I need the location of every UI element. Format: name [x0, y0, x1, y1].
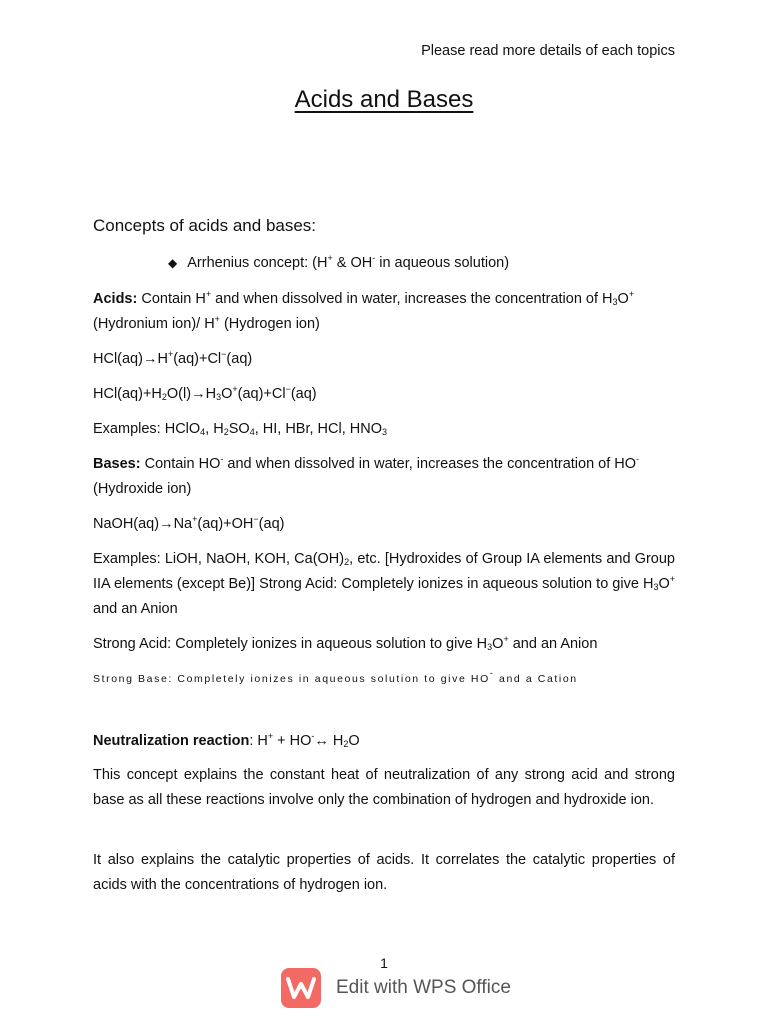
strong-base-definition: Strong Base: Completely ionizes in aqueous solution to give HO- and a Cation [93, 668, 578, 685]
wps-edit-banner[interactable] [281, 968, 511, 1008]
section-heading: Concepts of acids and bases: [93, 216, 317, 235]
arrhenius-bullet [168, 255, 509, 271]
wps-logo-icon [281, 968, 321, 1008]
double-arrow-icon: ↔ [314, 733, 329, 749]
diamond-bullet-icon: ◆ [168, 256, 178, 270]
paragraph-catalytic-properties: It also explains the catalytic properties of acids. It correlates the catalytic properties of acids with the concentrations of hydrogen ion. [93, 852, 675, 893]
page-number: 1 [380, 955, 388, 971]
wps-edit-label[interactable]: Edit with WPS Office [336, 977, 511, 998]
arrow-icon: → [142, 351, 158, 367]
neutralization-reaction: Neutralization reaction: H+ + HO-↔ $H_2O$ [93, 731, 360, 749]
acid-examples: Examples: HClO$_4$, $H_2SO_4$, HI, HBr, HCl, $HNO_3$ [93, 421, 388, 437]
equation-hcl-dissociation: HCl(aq)→H+(aq)+Cl−(aq) [93, 349, 253, 367]
bullet-text: Arrhenius concept: (H+ & OH- in aqueous solution) [187, 253, 510, 271]
equation-hcl-water: $HCl(aq)+H_2O(l)\to H_3O^+(aq)+Cl^-(aq)$ [93, 384, 317, 402]
page-title: Acids and Bases [294, 86, 474, 113]
paragraph-heat-of-neutralization: This concept explains the constant heat of neutralization of any strong acid and strong base as all these reactions involve only the combination of hydrogen and hydroxide ion. [93, 767, 675, 808]
acids-definition: Acids: Contain H+ and when dissolved in water, increases the concentration of $H_3O^+$ (Hydronium ion)/ H+ (Hydrogen ion) [93, 289, 635, 332]
base-examples: Examples: LiOH, NaOH, KOH, $Ca(OH)_2$, etc. [Hydroxides of Group IA elements and Group IIA elements (except Be)] Strong Acid: Completely ionizes in aqueous solution to give $H_3O^+$ and an Anion [93, 551, 675, 617]
arrow-icon: → [159, 516, 174, 532]
equation-naoh: NaOH(aq)→Na+(aq)+OH−(aq) [93, 514, 285, 532]
strong-acid-definition: Strong Acid: Completely ionizes in aqueous solution to give $H_3O^+$ and an Anion [93, 634, 598, 652]
bases-definition: Bases: Contain HO- and when dissolved in water, increases the concentration of HO- (Hydroxide ion) [93, 454, 640, 497]
arrow-icon: → [191, 386, 206, 402]
header-note: Please read more details of each topics [421, 43, 675, 59]
